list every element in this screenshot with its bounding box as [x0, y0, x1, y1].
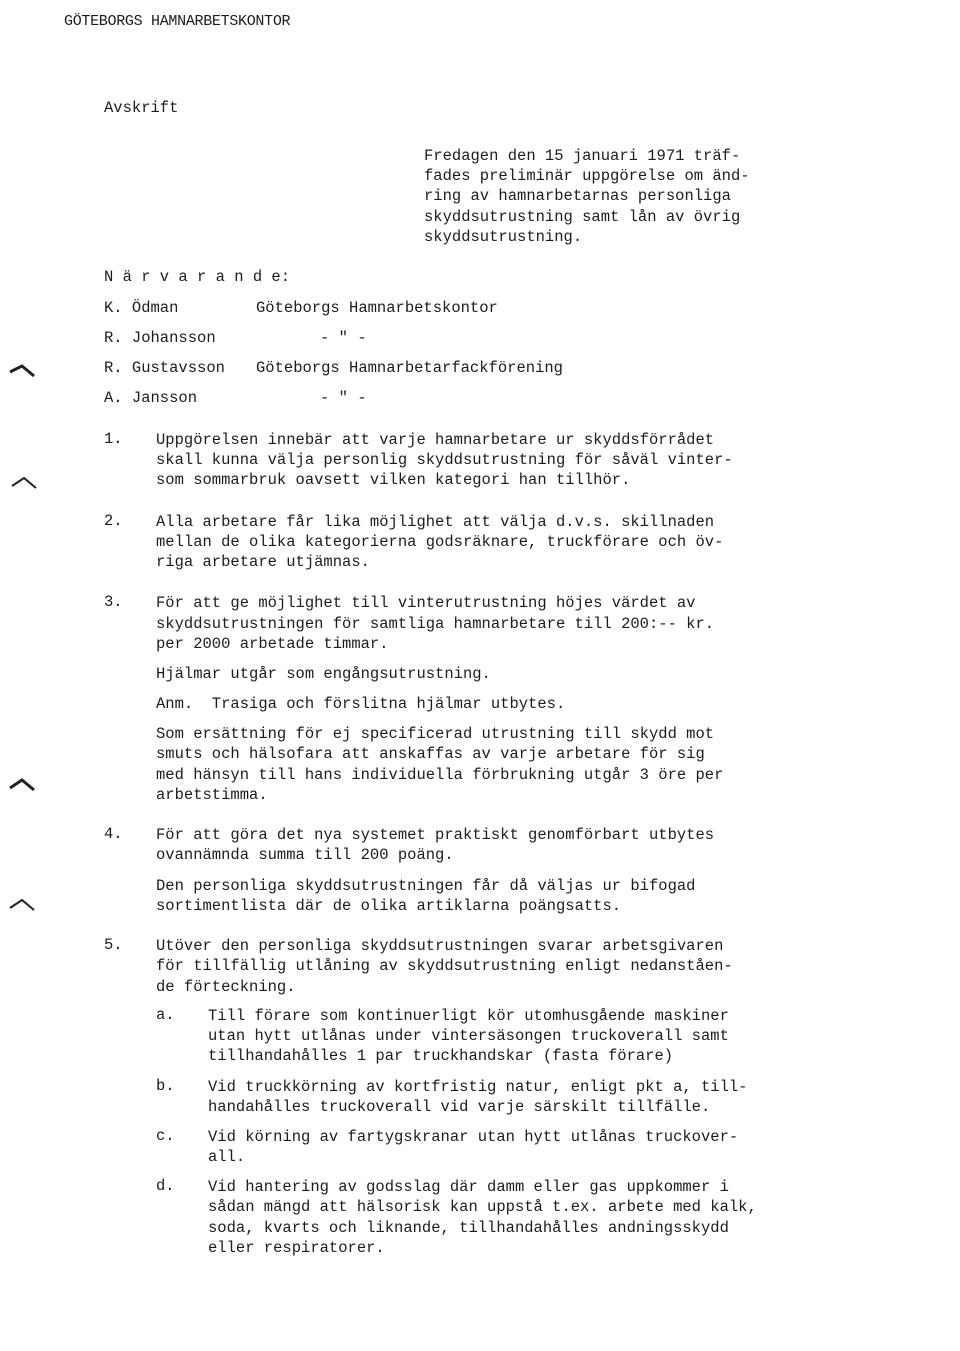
item-number: 3.: [104, 593, 123, 611]
attendee-org: Göteborgs Hamnarbetarfackförening: [256, 359, 563, 377]
item-line: mellan de olika kategorierna godsräknare, truckförare och öv-: [156, 533, 724, 551]
item-line: Uppgörelsen innebär att varje hamnarbetare ur skyddsförrådet: [156, 431, 715, 449]
margin-marks: [0, 0, 40, 1351]
subitem-line: eller respiratorer.: [208, 1239, 385, 1257]
subitem-line: Vid hantering av godsslag där damm eller gas uppkommer i: [208, 1178, 729, 1196]
item-line: skall kunna välja personlig skyddsutrustning för såväl vinter-: [156, 451, 733, 469]
subitem-line: Vid körning av fartygskranar utan hytt utlånas truckover-: [208, 1128, 739, 1146]
item-line: för tillfällig utlåning av skyddsutrustning enligt nedanståen-: [156, 957, 733, 975]
item-line: per 2000 arbetade timmar.: [156, 635, 389, 653]
item-line: Som ersättning för ej specificerad utrustning till skydd mot: [156, 725, 715, 743]
attendees-heading: N ä r v a r a n d e:: [104, 268, 291, 286]
item-line: För att ge möjlighet till vinterutrustning höjes värdet av: [156, 594, 696, 612]
intro-line: skyddsutrustning samt lån av övrig: [424, 208, 741, 226]
item-line: Utöver den personliga skyddsutrustningen svarar arbetsgivaren: [156, 937, 724, 955]
intro-line: Fredagen den 15 januari 1971 träf-: [424, 147, 741, 165]
item-line: riga arbetare utjämnas.: [156, 553, 370, 571]
item-line: som sommarbruk oavsett vilken kategori han tillhör.: [156, 471, 631, 489]
item-number: 1.: [104, 430, 123, 448]
item-line: de förteckning.: [156, 978, 296, 996]
subitem-line: Vid truckkörning av kortfristig natur, enligt pkt a, till-: [208, 1078, 748, 1096]
subitem-line: handahålles truckoverall vid varje särskilt tillfälle.: [208, 1098, 711, 1116]
attendee-org: - " -: [320, 389, 367, 407]
margin-mark-icon: [10, 900, 34, 910]
item-line: sortimentlista där de olika artiklarna poängsatts.: [156, 897, 622, 915]
attendee-name: K. Ödman: [104, 299, 179, 317]
item-line: Anm. Trasiga och förslitna hjälmar utbytes.: [156, 695, 566, 713]
subitem-line: tillhandahålles 1 par truckhandskar (fasta förare): [208, 1047, 674, 1065]
document-label: Avskrift: [104, 99, 179, 117]
attendee-name: R. Gustavsson: [104, 359, 225, 377]
margin-mark-icon: [10, 366, 34, 376]
margin-mark-icon: [10, 780, 34, 790]
subitem-letter: c.: [156, 1127, 175, 1145]
attendee-name: A. Jansson: [104, 389, 198, 407]
subitem-letter: a.: [156, 1006, 175, 1024]
item-line: För att göra det nya systemet praktiskt genomförbart utbytes: [156, 826, 715, 844]
item-line: Alla arbetare får lika möjlighet att välja d.v.s. skillnaden: [156, 513, 715, 531]
attendee-org: - " -: [320, 329, 367, 347]
item-number: 4.: [104, 825, 123, 843]
item-line: Den personliga skyddsutrustningen får då väljas ur bifogad: [156, 877, 696, 895]
item-number: 2.: [104, 512, 123, 530]
item-line: Hjälmar utgår som engångsutrustning.: [156, 665, 491, 683]
subitem-line: utan hytt utlånas under vintersäsongen truckoverall samt: [208, 1027, 729, 1045]
subitem-line: sådan mängd att hälsorisk kan uppstå t.ex. arbete med kalk,: [208, 1198, 757, 1216]
attendee-name: R. Johansson: [104, 329, 216, 347]
subitem-letter: d.: [156, 1177, 175, 1195]
attendee-org: Göteborgs Hamnarbetskontor: [256, 299, 498, 317]
subitem-line: soda, kvarts och liknande, tillhandahålles andningsskydd: [208, 1219, 729, 1237]
item-line: arbetstimma.: [156, 786, 268, 804]
intro-line: fades preliminär uppgörelse om änd-: [424, 167, 750, 185]
margin-mark-icon: [12, 478, 36, 488]
item-line: skyddsutrustningen för samtliga hamnarbetare till 200:-- kr.: [156, 615, 715, 633]
item-number: 5.: [104, 936, 123, 954]
subitem-line: all.: [208, 1148, 246, 1166]
item-line: ovannämnda summa till 200 poäng.: [156, 846, 454, 864]
item-line: smuts och hälsofara att anskaffas av varje arbetare för sig: [156, 745, 705, 763]
office-header: GÖTEBORGS HAMNARBETSKONTOR: [64, 13, 291, 30]
subitem-letter: b.: [156, 1077, 175, 1095]
intro-line: skyddsutrustning.: [424, 228, 583, 246]
intro-line: ring av hamnarbetarnas personliga: [424, 187, 731, 205]
item-line: med hänsyn till hans individuella förbrukning utgår 3 öre per: [156, 766, 724, 784]
subitem-line: Till förare som kontinuerligt kör utomhusgående maskiner: [208, 1007, 729, 1025]
